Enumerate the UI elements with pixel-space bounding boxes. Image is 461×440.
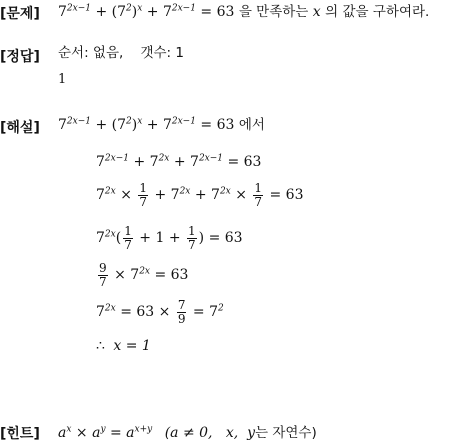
- solution-conclusion: ∴ x = 1: [96, 338, 151, 354]
- problem-equation: $7^{2x-1} + (7^2)^x + 7^{2x-1} = 63$ 을 만족하는 x 의 값을 구하여라.: [58, 3, 430, 20]
- base: 7: [58, 4, 67, 20]
- answer-meta: 순서: 없음, 갯수: 1: [58, 45, 184, 61]
- fraction: $\frac{9}{7}$: [99, 261, 107, 289]
- fraction: $\frac{1}{7}$: [254, 181, 263, 209]
- solution-label: [해설]: [0, 120, 40, 136]
- hint-label: [힌트]: [0, 426, 40, 440]
- fraction: $\frac{7}{9}$: [177, 298, 186, 326]
- solution-step-3: $7^{2x}$( $\frac{1}{7}$ + 1 + $\frac{1}{7}$ ) = 63: [96, 224, 243, 252]
- solution-step-4: $\frac{9}{7}$ × $7^{2x} = 63$: [99, 261, 189, 289]
- fraction: $\frac{1}{7}$: [124, 224, 132, 252]
- fraction: $\frac{1}{7}$: [139, 181, 148, 209]
- solution-step-2: $7^{2x}$ × $\frac{1}{7}$ + $7^{2x} + 7^{2x}$ × $\frac{1}{7}$ = 63: [96, 181, 304, 209]
- solution-step-5: $7^{2x} = 63$ × $\frac{7}{9}$ = $7^2$: [96, 298, 224, 326]
- hint-formula: $a^x \times a^y = a^{x+y}$ (a ≠ 0, x, y는 자연수): [58, 424, 317, 440]
- therefore-symbol: ∴: [96, 338, 105, 354]
- answer-value: 1: [58, 72, 67, 87]
- problem-label: [문제]: [0, 6, 40, 22]
- answer-label: [정답]: [0, 49, 40, 65]
- solution-intro: $7^{2x-1} + (7^2)^x + 7^{2x-1} = 63$ 에서: [58, 116, 265, 133]
- fraction: $\frac{1}{7}$: [188, 224, 196, 252]
- solution-step-1: $7^{2x-1} + 7^{2x} + 7^{2x-1} = 63$: [96, 153, 262, 170]
